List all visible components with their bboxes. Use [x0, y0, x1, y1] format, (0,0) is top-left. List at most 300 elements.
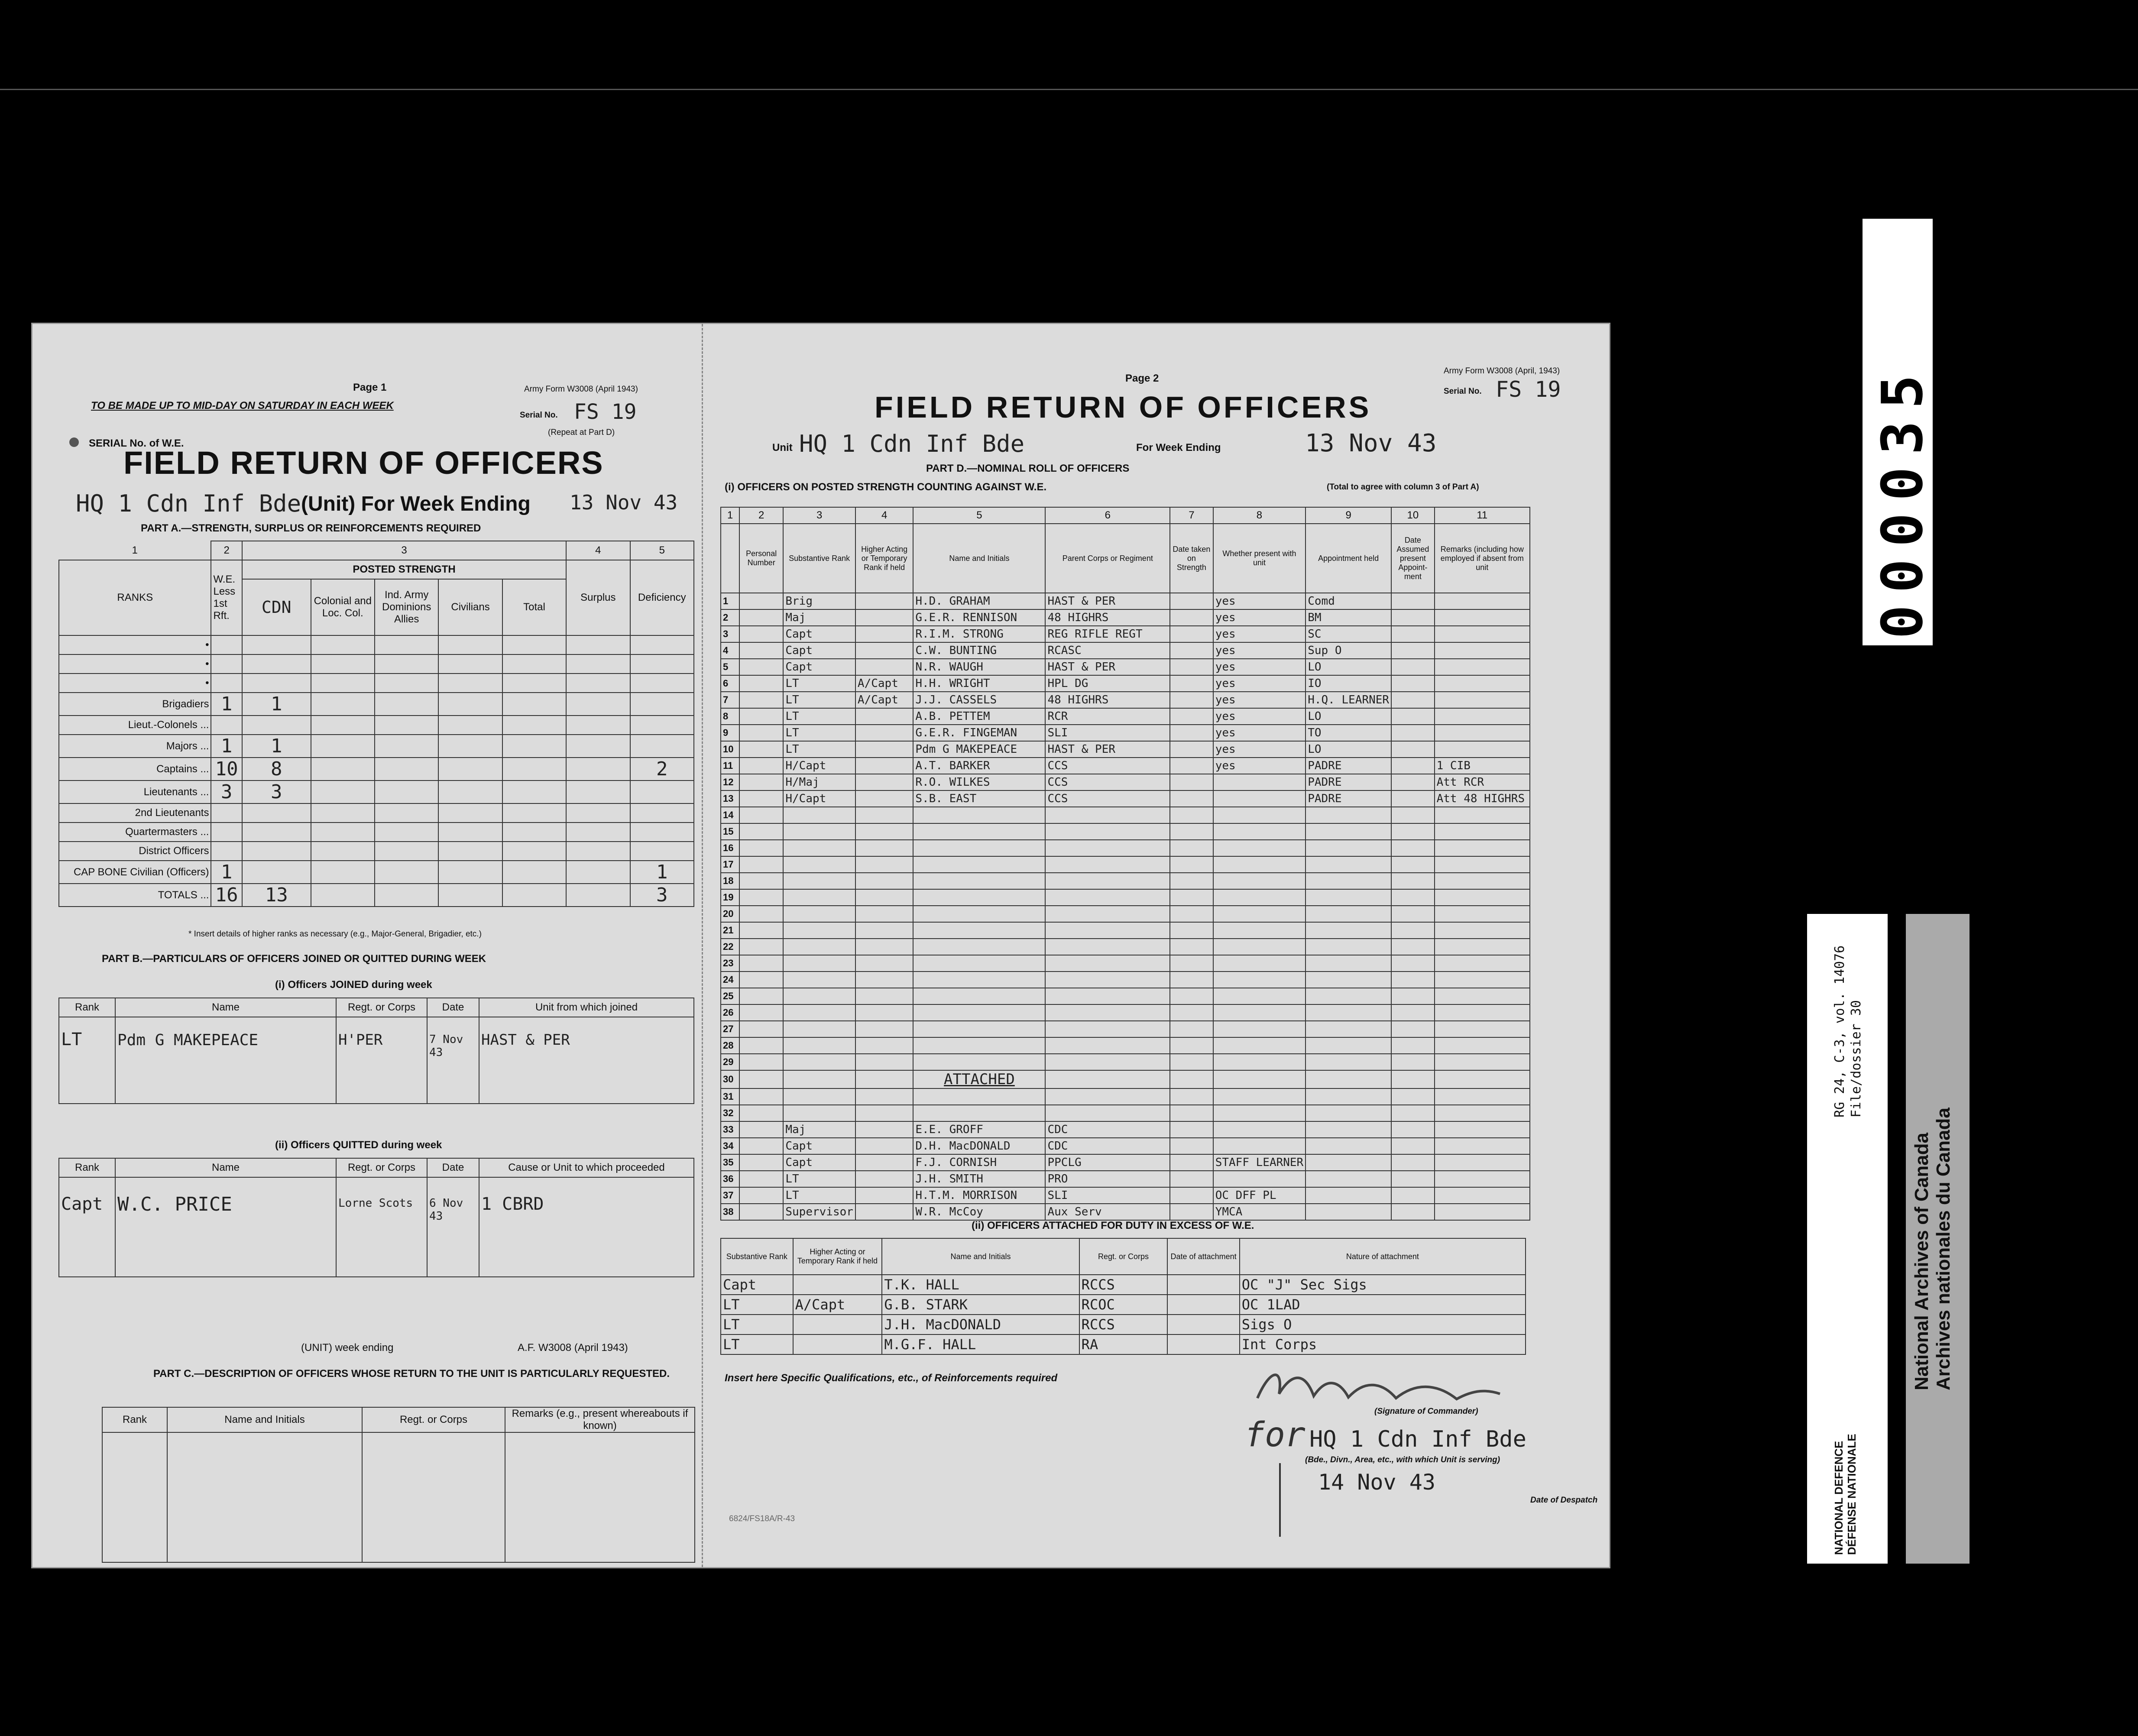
- roll-rank-cell: [783, 840, 855, 856]
- blank-cell: [1391, 692, 1435, 708]
- page-2-army-form: Army Form W3008 (April, 1943): [1444, 366, 1560, 376]
- blank-cell: [438, 716, 502, 735]
- roll-present-cell: yes: [1213, 593, 1306, 609]
- blank-cell: [566, 654, 630, 674]
- roll-corps-cell: PPCLG: [1045, 1154, 1170, 1171]
- blank-cell: [566, 861, 630, 884]
- blank-cell: [1391, 856, 1435, 873]
- blank-cell: [1170, 988, 1213, 1004]
- blank-cell: [1391, 609, 1435, 626]
- roll-appt-cell: [1305, 807, 1391, 823]
- blank-cell: [438, 758, 502, 781]
- blank-cell: [1391, 708, 1435, 725]
- roll-corps-cell: [1045, 807, 1170, 823]
- page-2-number: Page 2: [1125, 372, 1159, 384]
- blank-cell: [1170, 1187, 1213, 1204]
- roll-higher-cell: [855, 708, 913, 725]
- roll-rank-cell: H/Maj: [783, 774, 855, 790]
- blank-cell: [1391, 1121, 1435, 1138]
- roll-row: [721, 922, 1530, 939]
- cdn-cell: 1: [242, 693, 311, 716]
- unit-label: Unit: [772, 442, 793, 453]
- roll-present-cell: [1213, 1070, 1306, 1088]
- roll-n-cell: 14: [721, 807, 739, 823]
- deficiency-cell: [630, 654, 694, 674]
- blank-cell: [739, 889, 783, 906]
- roll-n-cell: 34: [721, 1138, 739, 1154]
- roll-n-cell: 8: [721, 708, 739, 725]
- blank-cell: [438, 693, 502, 716]
- blank-cell: [1170, 1121, 1213, 1138]
- joined-unit-header: Unit from which joined: [479, 998, 694, 1017]
- roll-remarks-cell: [1435, 1070, 1530, 1088]
- dept-en: NATIONAL DEFENCE: [1832, 1441, 1845, 1555]
- blank-cell: [739, 988, 783, 1004]
- roll-col-number: 3: [783, 507, 855, 524]
- roll-rank-cell: Capt: [783, 1138, 855, 1154]
- attached-cell: OC 1LAD: [1240, 1295, 1526, 1315]
- blank-cell: [311, 803, 375, 823]
- roll-higher-cell: [855, 873, 913, 889]
- blank-cell: [1170, 873, 1213, 889]
- roll-present-cell: [1213, 1004, 1306, 1021]
- rank-cell: TOTALS ...: [59, 884, 211, 907]
- blank-cell: [566, 781, 630, 803]
- roll-name-cell: J.J. CASSELS: [913, 692, 1045, 708]
- blank-cell: [566, 735, 630, 758]
- roll-present-cell: [1213, 1037, 1306, 1054]
- margin-rule: [1279, 1463, 1281, 1537]
- roll-present-cell: yes: [1213, 741, 1306, 758]
- we-cell: [211, 635, 242, 654]
- blank-cell: [438, 803, 502, 823]
- blank-cell: [438, 781, 502, 803]
- blank-cell: [1170, 856, 1213, 873]
- attached-cell: [1167, 1334, 1239, 1354]
- roll-n-cell: 7: [721, 692, 739, 708]
- blank-cell: [1391, 1004, 1435, 1021]
- joined-name: Pdm G MAKEPEACE: [115, 1017, 336, 1104]
- roll-higher-cell: [855, 758, 913, 774]
- blank-cell: [1170, 889, 1213, 906]
- blank-cell: [375, 823, 438, 842]
- roll-higher-cell: [855, 889, 913, 906]
- roll-rank-cell: [783, 1070, 855, 1088]
- roll-remarks-cell: [1435, 1105, 1530, 1121]
- deficiency-cell: [630, 674, 694, 693]
- roll-corps-cell: Aux Serv: [1045, 1204, 1170, 1220]
- section-ii-title: (ii) OFFICERS ATTACHED FOR DUTY IN EXCESS OF W.E.: [972, 1220, 1254, 1231]
- roll-appt-cell: [1305, 1171, 1391, 1187]
- roll-appt-cell: Sup O: [1305, 642, 1391, 659]
- blank-cell: [739, 1204, 783, 1220]
- attached-cell: [1167, 1295, 1239, 1315]
- col-num: 3: [242, 541, 566, 560]
- part-c-corps-header: Regt. or Corps: [362, 1407, 505, 1432]
- roll-present-cell: OC DFF PL: [1213, 1187, 1306, 1204]
- roll-appt-cell: [1305, 840, 1391, 856]
- roll-remarks-cell: [1435, 1037, 1530, 1054]
- roll-remarks-cell: [1435, 906, 1530, 922]
- page-2-title: FIELD RETURN OF OFFICERS: [875, 390, 1372, 424]
- we-cell: [211, 842, 242, 861]
- strength-row: [59, 635, 694, 654]
- rank-cell: •: [59, 674, 211, 693]
- blank-cell: [739, 1187, 783, 1204]
- roll-col-header: Personal Number: [739, 524, 783, 593]
- roll-corps-cell: [1045, 1105, 1170, 1121]
- roll-higher-cell: [855, 741, 913, 758]
- posted-strength-header: POSTED STRENGTH: [242, 560, 566, 579]
- nominal-roll-table: [720, 507, 1530, 1221]
- blank-cell: [566, 758, 630, 781]
- attached-col-header: Name and Initials: [882, 1238, 1079, 1275]
- quitted-table: [58, 1158, 694, 1277]
- roll-col-number: 5: [913, 507, 1045, 524]
- roll-remarks-cell: [1435, 840, 1530, 856]
- roll-rank-cell: Capt: [783, 1154, 855, 1171]
- blank-cell: [1391, 1204, 1435, 1220]
- roll-corps-cell: CDC: [1045, 1138, 1170, 1154]
- blank-cell: [1170, 593, 1213, 609]
- part-d-title: PART D.—NOMINAL ROLL OF OFFICERS: [926, 463, 1130, 474]
- blank-cell: [375, 693, 438, 716]
- roll-name-cell: H.H. WRIGHT: [913, 675, 1045, 692]
- roll-col-header: [721, 524, 739, 593]
- deficiency-cell: [630, 735, 694, 758]
- blank-cell: [739, 741, 783, 758]
- roll-n-cell: 20: [721, 906, 739, 922]
- roll-corps-cell: [1045, 1037, 1170, 1054]
- blank-cell: [1170, 1021, 1213, 1037]
- roll-col-header: Remarks (including how employed if absent from unit: [1435, 524, 1530, 593]
- blank-cell: [1391, 593, 1435, 609]
- blank-cell: [566, 716, 630, 735]
- blank-cell: [502, 674, 566, 693]
- roll-name-cell: [913, 856, 1045, 873]
- roll-n-cell: 5: [721, 659, 739, 675]
- roll-row: [721, 955, 1530, 972]
- roll-col-header: Higher Acting or Temporary Rank if held: [855, 524, 913, 593]
- roll-remarks-cell: [1435, 807, 1530, 823]
- roll-row: [721, 741, 1530, 758]
- roll-present-cell: yes: [1213, 758, 1306, 774]
- deficiency-cell: [630, 635, 694, 654]
- blank-cell: [739, 922, 783, 939]
- roll-remarks-cell: [1435, 1088, 1530, 1105]
- roll-corps-cell: [1045, 906, 1170, 922]
- roll-name-cell: E.E. GROFF: [913, 1121, 1045, 1138]
- strength-row: [59, 674, 694, 693]
- roll-rank-cell: [783, 988, 855, 1004]
- blank-cell: [1170, 758, 1213, 774]
- roll-n-cell: 37: [721, 1187, 739, 1204]
- roll-corps-cell: CDC: [1045, 1121, 1170, 1138]
- blank-cell: [362, 1432, 505, 1562]
- strength-row: [59, 803, 694, 823]
- roll-name-cell: [913, 840, 1045, 856]
- roll-present-cell: [1213, 1054, 1306, 1070]
- we-cell: 1: [211, 693, 242, 716]
- roll-present-cell: [1213, 823, 1306, 840]
- roll-corps-cell: [1045, 1054, 1170, 1070]
- roll-row: [721, 889, 1530, 906]
- roll-rank-cell: Capt: [783, 626, 855, 642]
- roll-rank-cell: [783, 1004, 855, 1021]
- roll-corps-cell: [1045, 840, 1170, 856]
- roll-name-cell: N.R. WAUGH: [913, 659, 1045, 675]
- archive-number-stamp: [1863, 219, 1933, 645]
- blank-cell: [739, 1037, 783, 1054]
- roll-row: [721, 1121, 1530, 1138]
- blank-cell: [1391, 955, 1435, 972]
- blank-cell: [739, 1054, 783, 1070]
- roll-row: [721, 758, 1530, 774]
- roll-remarks-cell: [1435, 972, 1530, 988]
- roll-remarks-cell: [1435, 626, 1530, 642]
- roll-col-number: 2: [739, 507, 783, 524]
- blank-cell: [1170, 708, 1213, 725]
- roll-name-cell: A.B. PETTEM: [913, 708, 1045, 725]
- roll-row: [721, 988, 1530, 1004]
- insert-note: * Insert details of higher ranks as necessary (e.g., Major-General, Brigadier, etc.): [188, 930, 482, 939]
- strength-row: [59, 654, 694, 674]
- blank-cell: [739, 1070, 783, 1088]
- roll-rank-cell: LT: [783, 1187, 855, 1204]
- rank-cell: Lieut.-Colonels ...: [59, 716, 211, 735]
- roll-row: [721, 609, 1530, 626]
- blank-cell: [1170, 1088, 1213, 1105]
- bde-value: HQ 1 Cdn Inf Bde: [1309, 1426, 1526, 1452]
- rank-cell: Quartermasters ...: [59, 823, 211, 842]
- roll-remarks-cell: [1435, 1004, 1530, 1021]
- serial-we-label: SERIAL No. of W.E.: [89, 437, 184, 449]
- page-1-serial-label: Serial No.: [520, 411, 558, 420]
- blank-cell: [739, 774, 783, 790]
- roll-col-header: Substantive Rank: [783, 524, 855, 593]
- blank-cell: [1391, 675, 1435, 692]
- roll-rank-cell: [783, 939, 855, 955]
- quitted-date: 6 Nov 43: [427, 1177, 479, 1277]
- roll-corps-cell: [1045, 823, 1170, 840]
- rank-cell: •: [59, 654, 211, 674]
- blank-cell: [438, 861, 502, 884]
- roll-row: [721, 774, 1530, 790]
- part-b-title: PART B.—PARTICULARS OF OFFICERS JOINED OR QUITTED DURING WEEK: [102, 953, 486, 965]
- roll-remarks-cell: [1435, 889, 1530, 906]
- roll-n-cell: 32: [721, 1105, 739, 1121]
- rank-cell: 2nd Lieutenants: [59, 803, 211, 823]
- joined-corps: H'PER: [336, 1017, 427, 1104]
- roll-present-cell: yes: [1213, 725, 1306, 741]
- roll-name-cell: H.D. GRAHAM: [913, 593, 1045, 609]
- strength-table: [58, 541, 694, 907]
- roll-appt-cell: [1305, 1154, 1391, 1171]
- quitted-rank-header: Rank: [59, 1158, 115, 1177]
- roll-higher-cell: [855, 939, 913, 955]
- roll-rank-cell: [783, 1088, 855, 1105]
- roll-present-cell: [1213, 1138, 1306, 1154]
- blank-cell: [102, 1432, 167, 1562]
- roll-row: [721, 593, 1530, 609]
- page-1-week-ending: 13 Nov 43: [570, 491, 678, 514]
- col-num: 5: [630, 541, 694, 560]
- roll-n-cell: 29: [721, 1054, 739, 1070]
- roll-rank-cell: [783, 906, 855, 922]
- roll-name-cell: R.I.M. STRONG: [913, 626, 1045, 642]
- blank-cell: [1170, 972, 1213, 988]
- cdn-cell: [242, 823, 311, 842]
- roll-row: [721, 692, 1530, 708]
- attached-row: [721, 1334, 1526, 1354]
- attached-cell: LT: [721, 1315, 793, 1334]
- blank-cell: [739, 659, 783, 675]
- we-cell: [211, 803, 242, 823]
- roll-row: [721, 1154, 1530, 1171]
- roll-present-cell: [1213, 1121, 1306, 1138]
- roll-remarks-cell: [1435, 1121, 1530, 1138]
- part-c-name-header: Name and Initials: [167, 1407, 362, 1432]
- roll-present-cell: STAFF LEARNER: [1213, 1154, 1306, 1171]
- attached-cell: T.K. HALL: [882, 1275, 1079, 1295]
- cdn-cell: [242, 674, 311, 693]
- roll-higher-cell: [855, 1070, 913, 1088]
- roll-higher-cell: [855, 642, 913, 659]
- roll-rank-cell: LT: [783, 708, 855, 725]
- blank-cell: [311, 842, 375, 861]
- blank-cell: [1170, 1204, 1213, 1220]
- blank-cell: [1391, 626, 1435, 642]
- attached-col-header: Date of attachment: [1167, 1238, 1239, 1275]
- blank-cell: [311, 861, 375, 884]
- roll-corps-cell: RCR: [1045, 708, 1170, 725]
- roll-col-header: Date taken on Strength: [1170, 524, 1213, 593]
- roll-name-cell: G.E.R. FINGEMAN: [913, 725, 1045, 741]
- attached-cell: [1167, 1275, 1239, 1295]
- col-num: 4: [566, 541, 630, 560]
- strength-row: [59, 693, 694, 716]
- cdn-cell: 8: [242, 758, 311, 781]
- we-header: W.E. Less 1st Rft.: [211, 560, 242, 635]
- roll-n-cell: 28: [721, 1037, 739, 1054]
- blank-cell: [375, 884, 438, 907]
- blank-cell: [311, 758, 375, 781]
- roll-n-cell: 23: [721, 955, 739, 972]
- roll-appt-cell: [1305, 939, 1391, 955]
- part-c-table: [102, 1407, 695, 1563]
- roll-col-number: 8: [1213, 507, 1306, 524]
- roll-row: [721, 725, 1530, 741]
- blank-cell: [502, 693, 566, 716]
- blank-cell: [1170, 939, 1213, 955]
- blank-cell: [1170, 741, 1213, 758]
- blank-cell: [1170, 725, 1213, 741]
- roll-remarks-cell: [1435, 593, 1530, 609]
- total-note: (Total to agree with column 3 of Part A): [1327, 483, 1479, 492]
- roll-present-cell: yes: [1213, 626, 1306, 642]
- roll-appt-cell: LO: [1305, 659, 1391, 675]
- roll-appt-cell: [1305, 856, 1391, 873]
- roll-remarks-cell: [1435, 1187, 1530, 1204]
- roll-row: [721, 972, 1530, 988]
- page-1-repeat-note: (Repeat at Part D): [548, 428, 615, 437]
- roll-row: [721, 1105, 1530, 1121]
- blank-cell: [502, 884, 566, 907]
- roll-row: [721, 906, 1530, 922]
- part-c-title: PART C.—DESCRIPTION OF OFFICERS WHOSE RETURN TO THE UNIT IS PARTICULARLY REQUESTED.: [153, 1368, 670, 1380]
- roll-higher-cell: [855, 922, 913, 939]
- blank-cell: [739, 1004, 783, 1021]
- roll-rank-cell: [783, 1021, 855, 1037]
- roll-rank-cell: [783, 807, 855, 823]
- page-1-unit-value: HQ 1 Cdn Inf Bde: [76, 490, 301, 517]
- blank-cell: [502, 716, 566, 735]
- blank-cell: [1391, 1070, 1435, 1088]
- for-text: for: [1244, 1415, 1305, 1454]
- roll-name-cell: [913, 988, 1045, 1004]
- blank-cell: [375, 758, 438, 781]
- roll-corps-cell: HPL DG: [1045, 675, 1170, 692]
- blank-cell: [739, 1088, 783, 1105]
- roll-rank-cell: [783, 1105, 855, 1121]
- roll-name-cell: S.B. EAST: [913, 790, 1045, 807]
- roll-row: [721, 873, 1530, 889]
- roll-present-cell: [1213, 906, 1306, 922]
- blank-cell: [1391, 1021, 1435, 1037]
- quitted-cause-header: Cause or Unit to which proceeded: [479, 1158, 694, 1177]
- page-1: [32, 324, 703, 1567]
- blank-cell: [739, 1138, 783, 1154]
- blank-cell: [438, 654, 502, 674]
- blank-cell: [1170, 659, 1213, 675]
- blank-cell: [1391, 725, 1435, 741]
- roll-appt-cell: [1305, 972, 1391, 988]
- attached-row: [721, 1275, 1526, 1295]
- roll-appt-cell: [1305, 1070, 1391, 1088]
- archive-name-en: National Archives of Canada: [1911, 1133, 1932, 1390]
- roll-higher-cell: [855, 988, 913, 1004]
- blank-cell: [739, 708, 783, 725]
- roll-n-cell: 16: [721, 840, 739, 856]
- roll-remarks-cell: [1435, 725, 1530, 741]
- part-c-form: A.F. W3008 (April 1943): [518, 1342, 628, 1354]
- roll-appt-cell: [1305, 1054, 1391, 1070]
- blank-cell: [739, 955, 783, 972]
- blank-cell: [739, 725, 783, 741]
- roll-n-cell: 33: [721, 1121, 739, 1138]
- roll-row: [721, 626, 1530, 642]
- joined-rank: LT: [59, 1017, 115, 1104]
- roll-appt-cell: [1305, 1021, 1391, 1037]
- roll-n-cell: 3: [721, 626, 739, 642]
- roll-rank-cell: LT: [783, 725, 855, 741]
- attached-cell: [793, 1315, 882, 1334]
- roll-rank-cell: [783, 1054, 855, 1070]
- roll-remarks-cell: [1435, 1021, 1530, 1037]
- roll-higher-cell: [855, 593, 913, 609]
- roll-name-cell: [913, 972, 1045, 988]
- roll-present-cell: [1213, 873, 1306, 889]
- roll-higher-cell: [855, 609, 913, 626]
- roll-higher-cell: [855, 1171, 913, 1187]
- page-1-unit-label: (Unit) For Week Ending: [301, 492, 531, 515]
- ranks-header: RANKS: [59, 560, 211, 635]
- blank-cell: [311, 693, 375, 716]
- blank-cell: [311, 635, 375, 654]
- roll-present-cell: [1213, 939, 1306, 955]
- roll-present-cell: [1213, 972, 1306, 988]
- deficiency-cell: [630, 781, 694, 803]
